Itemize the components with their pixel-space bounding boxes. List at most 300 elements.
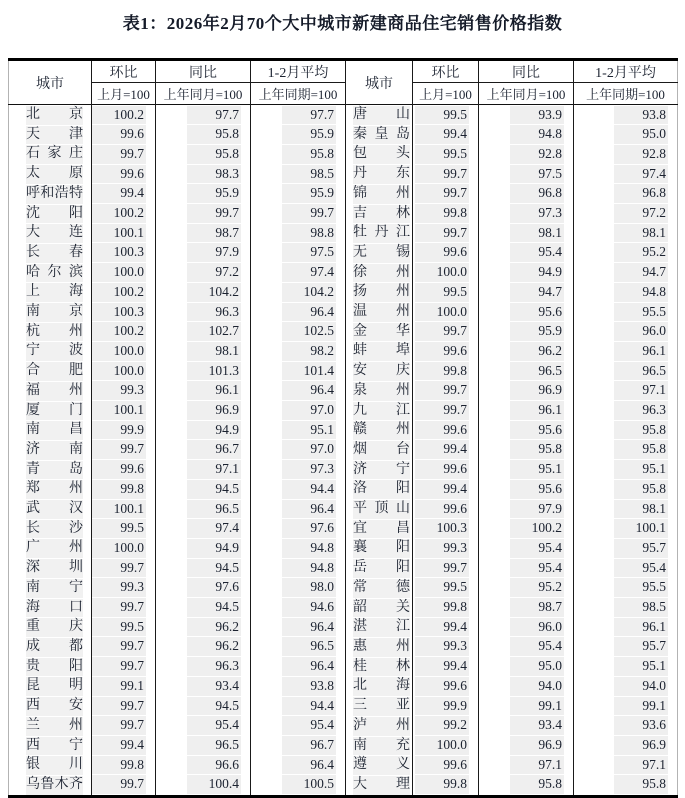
mom-cell — [92, 223, 156, 243]
city-name: 太原 — [26, 165, 83, 184]
index-value: 95.8 — [187, 145, 241, 164]
index-value: 100.3 — [415, 519, 469, 538]
index-value: 95.4 — [614, 559, 668, 578]
index-value: 100.0 — [92, 539, 146, 558]
index-value: 99.2 — [415, 716, 469, 735]
index-value: 97.1 — [187, 460, 241, 479]
index-value: 97.4 — [187, 519, 241, 538]
index-value: 98.7 — [187, 224, 241, 243]
index-value: 95.5 — [614, 578, 668, 597]
city-name: 牡丹江 — [353, 224, 410, 243]
avg-cell — [574, 144, 678, 164]
table-row — [9, 716, 678, 736]
city-cell — [9, 440, 92, 460]
index-value: 100.0 — [92, 362, 146, 381]
index-value: 94.9 — [187, 539, 241, 558]
city-name: 天津 — [26, 126, 83, 145]
avg-cell — [251, 302, 346, 322]
yoy-cell — [479, 736, 574, 756]
index-value: 100.3 — [92, 303, 146, 322]
index-value: 99.6 — [92, 125, 146, 144]
index-value: 98.0 — [282, 578, 336, 597]
index-value: 95.5 — [614, 303, 668, 322]
index-value: 96.3 — [614, 401, 668, 420]
index-value: 99.7 — [92, 657, 146, 676]
city-cell — [9, 716, 92, 736]
city-cell — [9, 322, 92, 342]
index-value: 95.1 — [614, 657, 668, 676]
yoy-cell — [156, 282, 251, 302]
city-name: 扬州 — [353, 283, 410, 302]
index-value: 99.5 — [92, 519, 146, 538]
index-value: 94.5 — [187, 559, 241, 578]
avg-cell — [574, 440, 678, 460]
mom-cell — [413, 420, 479, 440]
index-value: 95.1 — [510, 460, 564, 479]
yoy-cell — [479, 401, 574, 421]
city-name: 济南 — [26, 441, 83, 460]
index-value: 96.5 — [510, 362, 564, 381]
yoy-cell — [156, 125, 251, 145]
avg-cell — [251, 637, 346, 657]
index-value: 94.6 — [282, 598, 336, 617]
index-value: 98.5 — [282, 165, 336, 184]
table-row — [9, 341, 678, 361]
city-name: 福州 — [26, 382, 83, 401]
yoy-cell — [156, 263, 251, 283]
city-name: 杭州 — [26, 323, 83, 342]
index-value: 99.8 — [415, 775, 469, 794]
city-cell — [346, 460, 413, 480]
mom-cell — [413, 755, 479, 775]
avg-cell — [251, 657, 346, 677]
city-cell — [346, 479, 413, 499]
mom-cell — [92, 105, 156, 125]
city-name: 泉州 — [353, 382, 410, 401]
city-name: 深圳 — [26, 559, 83, 578]
yoy-cell — [479, 598, 574, 618]
yoy-cell — [479, 440, 574, 460]
index-value: 99.7 — [415, 559, 469, 578]
yoy-cell — [156, 657, 251, 677]
city-cell — [346, 696, 413, 716]
city-cell — [346, 204, 413, 224]
mom-cell — [92, 381, 156, 401]
mom-cell — [92, 302, 156, 322]
index-value: 94.8 — [510, 125, 564, 144]
index-value: 94.8 — [614, 283, 668, 302]
index-value: 95.4 — [187, 716, 241, 735]
mom-cell — [92, 144, 156, 164]
yoy-cell — [156, 775, 251, 796]
index-value: 97.2 — [187, 263, 241, 282]
index-value: 99.3 — [415, 637, 469, 656]
yoy-cell — [479, 578, 574, 598]
index-value: 95.8 — [614, 775, 668, 794]
index-value: 96.9 — [510, 381, 564, 400]
city-name: 合肥 — [26, 362, 83, 381]
city-name: 赣州 — [353, 421, 410, 440]
index-value: 94.9 — [510, 263, 564, 282]
yoy-cell — [156, 420, 251, 440]
mom-cell — [92, 775, 156, 796]
city-cell — [9, 598, 92, 618]
table-row — [9, 401, 678, 421]
mom-cell — [92, 637, 156, 657]
city-cell — [9, 479, 92, 499]
yoy-cell — [156, 243, 251, 263]
index-value: 99.6 — [415, 756, 469, 775]
city-cell — [346, 736, 413, 756]
avg-cell — [574, 617, 678, 637]
city-cell — [9, 401, 92, 421]
city-cell — [9, 341, 92, 361]
avg-cell — [251, 341, 346, 361]
yoy-cell — [156, 538, 251, 558]
mom-cell — [92, 361, 156, 381]
index-value: 96.3 — [187, 657, 241, 676]
header-city-right: 城市 — [346, 60, 413, 105]
index-value: 94.4 — [282, 480, 336, 499]
index-value: 100.1 — [92, 500, 146, 519]
mom-cell — [413, 637, 479, 657]
index-value: 100.0 — [415, 736, 469, 755]
yoy-cell — [479, 184, 574, 204]
city-cell — [9, 361, 92, 381]
city-name: 三亚 — [353, 697, 410, 716]
mom-cell — [92, 322, 156, 342]
index-value: 94.5 — [187, 598, 241, 617]
index-value: 99.1 — [510, 697, 564, 716]
city-cell — [346, 144, 413, 164]
yoy-cell — [156, 696, 251, 716]
index-value: 99.7 — [282, 204, 336, 223]
mom-cell — [92, 420, 156, 440]
mom-cell — [413, 716, 479, 736]
city-name: 大理 — [353, 776, 410, 795]
index-value: 99.7 — [92, 697, 146, 716]
index-value: 93.8 — [614, 106, 668, 125]
avg-cell — [251, 617, 346, 637]
city-cell — [9, 775, 92, 796]
index-value: 94.0 — [510, 677, 564, 696]
index-value: 100.2 — [92, 106, 146, 125]
index-value: 95.1 — [282, 421, 336, 440]
table-row — [9, 676, 678, 696]
index-value: 97.1 — [614, 381, 668, 400]
city-cell — [346, 420, 413, 440]
avg-cell — [251, 401, 346, 421]
avg-cell — [251, 479, 346, 499]
mom-cell — [413, 401, 479, 421]
yoy-cell — [156, 440, 251, 460]
city-name: 济宁 — [353, 461, 410, 480]
mom-cell — [413, 302, 479, 322]
index-value: 97.0 — [282, 401, 336, 420]
avg-cell — [251, 775, 346, 796]
yoy-cell — [479, 282, 574, 302]
city-name: 西安 — [26, 697, 83, 716]
header-mom-right: 环比 — [413, 60, 479, 83]
city-cell — [9, 676, 92, 696]
mom-cell — [413, 775, 479, 796]
avg-cell — [251, 736, 346, 756]
avg-cell — [251, 420, 346, 440]
avg-cell — [574, 302, 678, 322]
city-name: 丹东 — [353, 165, 410, 184]
table-row — [9, 499, 678, 519]
yoy-cell — [479, 302, 574, 322]
index-value: 95.6 — [510, 303, 564, 322]
index-value: 92.8 — [614, 145, 668, 164]
mom-cell — [92, 558, 156, 578]
index-value: 99.8 — [92, 756, 146, 775]
mom-cell — [413, 105, 479, 125]
avg-cell — [574, 538, 678, 558]
index-value: 95.0 — [510, 657, 564, 676]
mom-cell — [413, 243, 479, 263]
index-value: 97.7 — [187, 106, 241, 125]
mom-cell — [92, 716, 156, 736]
index-value: 95.7 — [614, 539, 668, 558]
index-value: 99.5 — [415, 106, 469, 125]
yoy-cell — [479, 479, 574, 499]
index-value: 99.6 — [415, 460, 469, 479]
table-row — [9, 775, 678, 796]
avg-cell — [251, 322, 346, 342]
index-value: 99.8 — [415, 598, 469, 617]
mom-cell — [92, 578, 156, 598]
index-value: 99.5 — [415, 145, 469, 164]
index-value: 99.7 — [92, 145, 146, 164]
index-value: 93.8 — [282, 677, 336, 696]
index-value: 97.4 — [614, 165, 668, 184]
index-value: 95.4 — [510, 539, 564, 558]
index-value: 99.7 — [415, 322, 469, 341]
header-yoy-base-right: 上年同月=100 — [479, 83, 574, 105]
index-value: 100.0 — [92, 263, 146, 282]
yoy-cell — [479, 125, 574, 145]
mom-cell — [413, 578, 479, 598]
table-row — [9, 263, 678, 283]
avg-cell — [574, 420, 678, 440]
city-name: 贵阳 — [26, 658, 83, 677]
index-value: 95.8 — [614, 480, 668, 499]
table-row — [9, 617, 678, 637]
index-value: 100.1 — [92, 224, 146, 243]
avg-cell — [574, 755, 678, 775]
index-value: 99.8 — [92, 480, 146, 499]
mom-cell — [413, 164, 479, 184]
index-value: 95.1 — [614, 460, 668, 479]
avg-cell — [251, 676, 346, 696]
index-value: 99.4 — [415, 440, 469, 459]
city-cell — [9, 184, 92, 204]
city-name: 无锡 — [353, 244, 410, 263]
yoy-cell — [479, 696, 574, 716]
avg-cell — [251, 361, 346, 381]
city-cell — [9, 164, 92, 184]
yoy-cell — [479, 263, 574, 283]
yoy-cell — [156, 223, 251, 243]
city-cell — [9, 617, 92, 637]
yoy-cell — [479, 144, 574, 164]
avg-cell — [251, 184, 346, 204]
city-cell — [346, 243, 413, 263]
index-value: 95.9 — [187, 184, 241, 203]
index-value: 97.2 — [614, 204, 668, 223]
mom-cell — [413, 184, 479, 204]
city-name: 郑州 — [26, 480, 83, 499]
city-name: 平顶山 — [353, 500, 410, 519]
table-body — [9, 105, 678, 797]
yoy-cell — [156, 755, 251, 775]
index-value: 99.6 — [415, 243, 469, 262]
yoy-cell — [479, 637, 574, 657]
yoy-cell — [156, 558, 251, 578]
city-name: 常德 — [353, 579, 410, 598]
avg-cell — [574, 578, 678, 598]
index-value: 99.7 — [92, 775, 146, 794]
city-name: 秦皇岛 — [353, 126, 410, 145]
index-value: 100.2 — [92, 322, 146, 341]
city-cell — [346, 519, 413, 539]
header-yoy-base-left: 上年同月=100 — [156, 83, 251, 105]
avg-cell — [251, 381, 346, 401]
mom-cell — [413, 282, 479, 302]
avg-cell — [574, 381, 678, 401]
index-value: 100.0 — [415, 263, 469, 282]
avg-cell — [574, 499, 678, 519]
yoy-cell — [156, 479, 251, 499]
index-value: 98.1 — [614, 500, 668, 519]
mom-cell — [413, 598, 479, 618]
yoy-cell — [479, 657, 574, 677]
mom-cell — [92, 519, 156, 539]
index-value: 97.5 — [282, 243, 336, 262]
avg-cell — [251, 696, 346, 716]
index-value: 97.6 — [282, 519, 336, 538]
avg-cell — [251, 223, 346, 243]
avg-cell — [574, 243, 678, 263]
avg-cell — [251, 144, 346, 164]
mom-cell — [92, 263, 156, 283]
index-value: 99.1 — [614, 697, 668, 716]
index-value: 99.4 — [92, 736, 146, 755]
index-value: 98.5 — [614, 598, 668, 617]
city-cell — [9, 558, 92, 578]
city-cell — [9, 538, 92, 558]
index-value: 95.7 — [614, 637, 668, 656]
avg-cell — [574, 341, 678, 361]
city-name: 哈尔滨 — [26, 264, 83, 283]
index-value: 94.5 — [187, 480, 241, 499]
index-value: 99.7 — [415, 184, 469, 203]
yoy-cell — [156, 184, 251, 204]
avg-cell — [574, 361, 678, 381]
index-value: 99.6 — [415, 421, 469, 440]
city-name: 洛阳 — [353, 480, 410, 499]
index-value: 98.2 — [282, 342, 336, 361]
header-mom-base-right: 上月=100 — [413, 83, 479, 105]
index-value: 98.1 — [510, 224, 564, 243]
avg-cell — [251, 755, 346, 775]
yoy-cell — [156, 460, 251, 480]
index-value: 99.5 — [415, 283, 469, 302]
city-cell — [346, 302, 413, 322]
yoy-cell — [156, 302, 251, 322]
index-value: 95.9 — [510, 322, 564, 341]
yoy-cell — [156, 519, 251, 539]
avg-cell — [251, 716, 346, 736]
index-value: 100.1 — [92, 401, 146, 420]
index-value: 94.7 — [510, 283, 564, 302]
index-value: 94.9 — [187, 421, 241, 440]
mom-cell — [413, 263, 479, 283]
index-value: 95.4 — [510, 637, 564, 656]
header-mom-left: 环比 — [92, 60, 156, 83]
city-cell — [346, 578, 413, 598]
table-row — [9, 696, 678, 716]
city-name: 南充 — [353, 737, 410, 756]
city-cell — [9, 223, 92, 243]
table-row — [9, 538, 678, 558]
index-value: 98.1 — [187, 342, 241, 361]
yoy-cell — [156, 381, 251, 401]
mom-cell — [92, 341, 156, 361]
table-row — [9, 440, 678, 460]
avg-cell — [251, 460, 346, 480]
yoy-cell — [479, 243, 574, 263]
city-name: 宁波 — [26, 342, 83, 361]
table-row — [9, 736, 678, 756]
price-index-table — [8, 58, 678, 798]
avg-cell — [251, 204, 346, 224]
index-value: 93.4 — [510, 716, 564, 735]
city-cell — [9, 105, 92, 125]
city-cell — [346, 282, 413, 302]
index-value: 96.4 — [282, 756, 336, 775]
city-cell — [346, 598, 413, 618]
city-cell — [346, 716, 413, 736]
mom-cell — [413, 204, 479, 224]
index-value: 98.8 — [282, 224, 336, 243]
city-cell — [346, 440, 413, 460]
yoy-cell — [156, 617, 251, 637]
avg-cell — [574, 736, 678, 756]
city-cell — [9, 736, 92, 756]
yoy-cell — [156, 499, 251, 519]
city-cell — [346, 617, 413, 637]
yoy-cell — [479, 558, 574, 578]
table-row — [9, 657, 678, 677]
avg-cell — [251, 105, 346, 125]
table-row — [9, 381, 678, 401]
city-cell — [346, 341, 413, 361]
index-value: 99.6 — [92, 165, 146, 184]
city-cell — [346, 322, 413, 342]
yoy-cell — [479, 361, 574, 381]
index-value: 96.5 — [187, 736, 241, 755]
yoy-cell — [156, 676, 251, 696]
city-cell — [346, 558, 413, 578]
yoy-cell — [479, 381, 574, 401]
index-value: 93.4 — [187, 677, 241, 696]
city-cell — [9, 578, 92, 598]
city-cell — [346, 223, 413, 243]
index-value: 96.6 — [187, 756, 241, 775]
table-row — [9, 479, 678, 499]
